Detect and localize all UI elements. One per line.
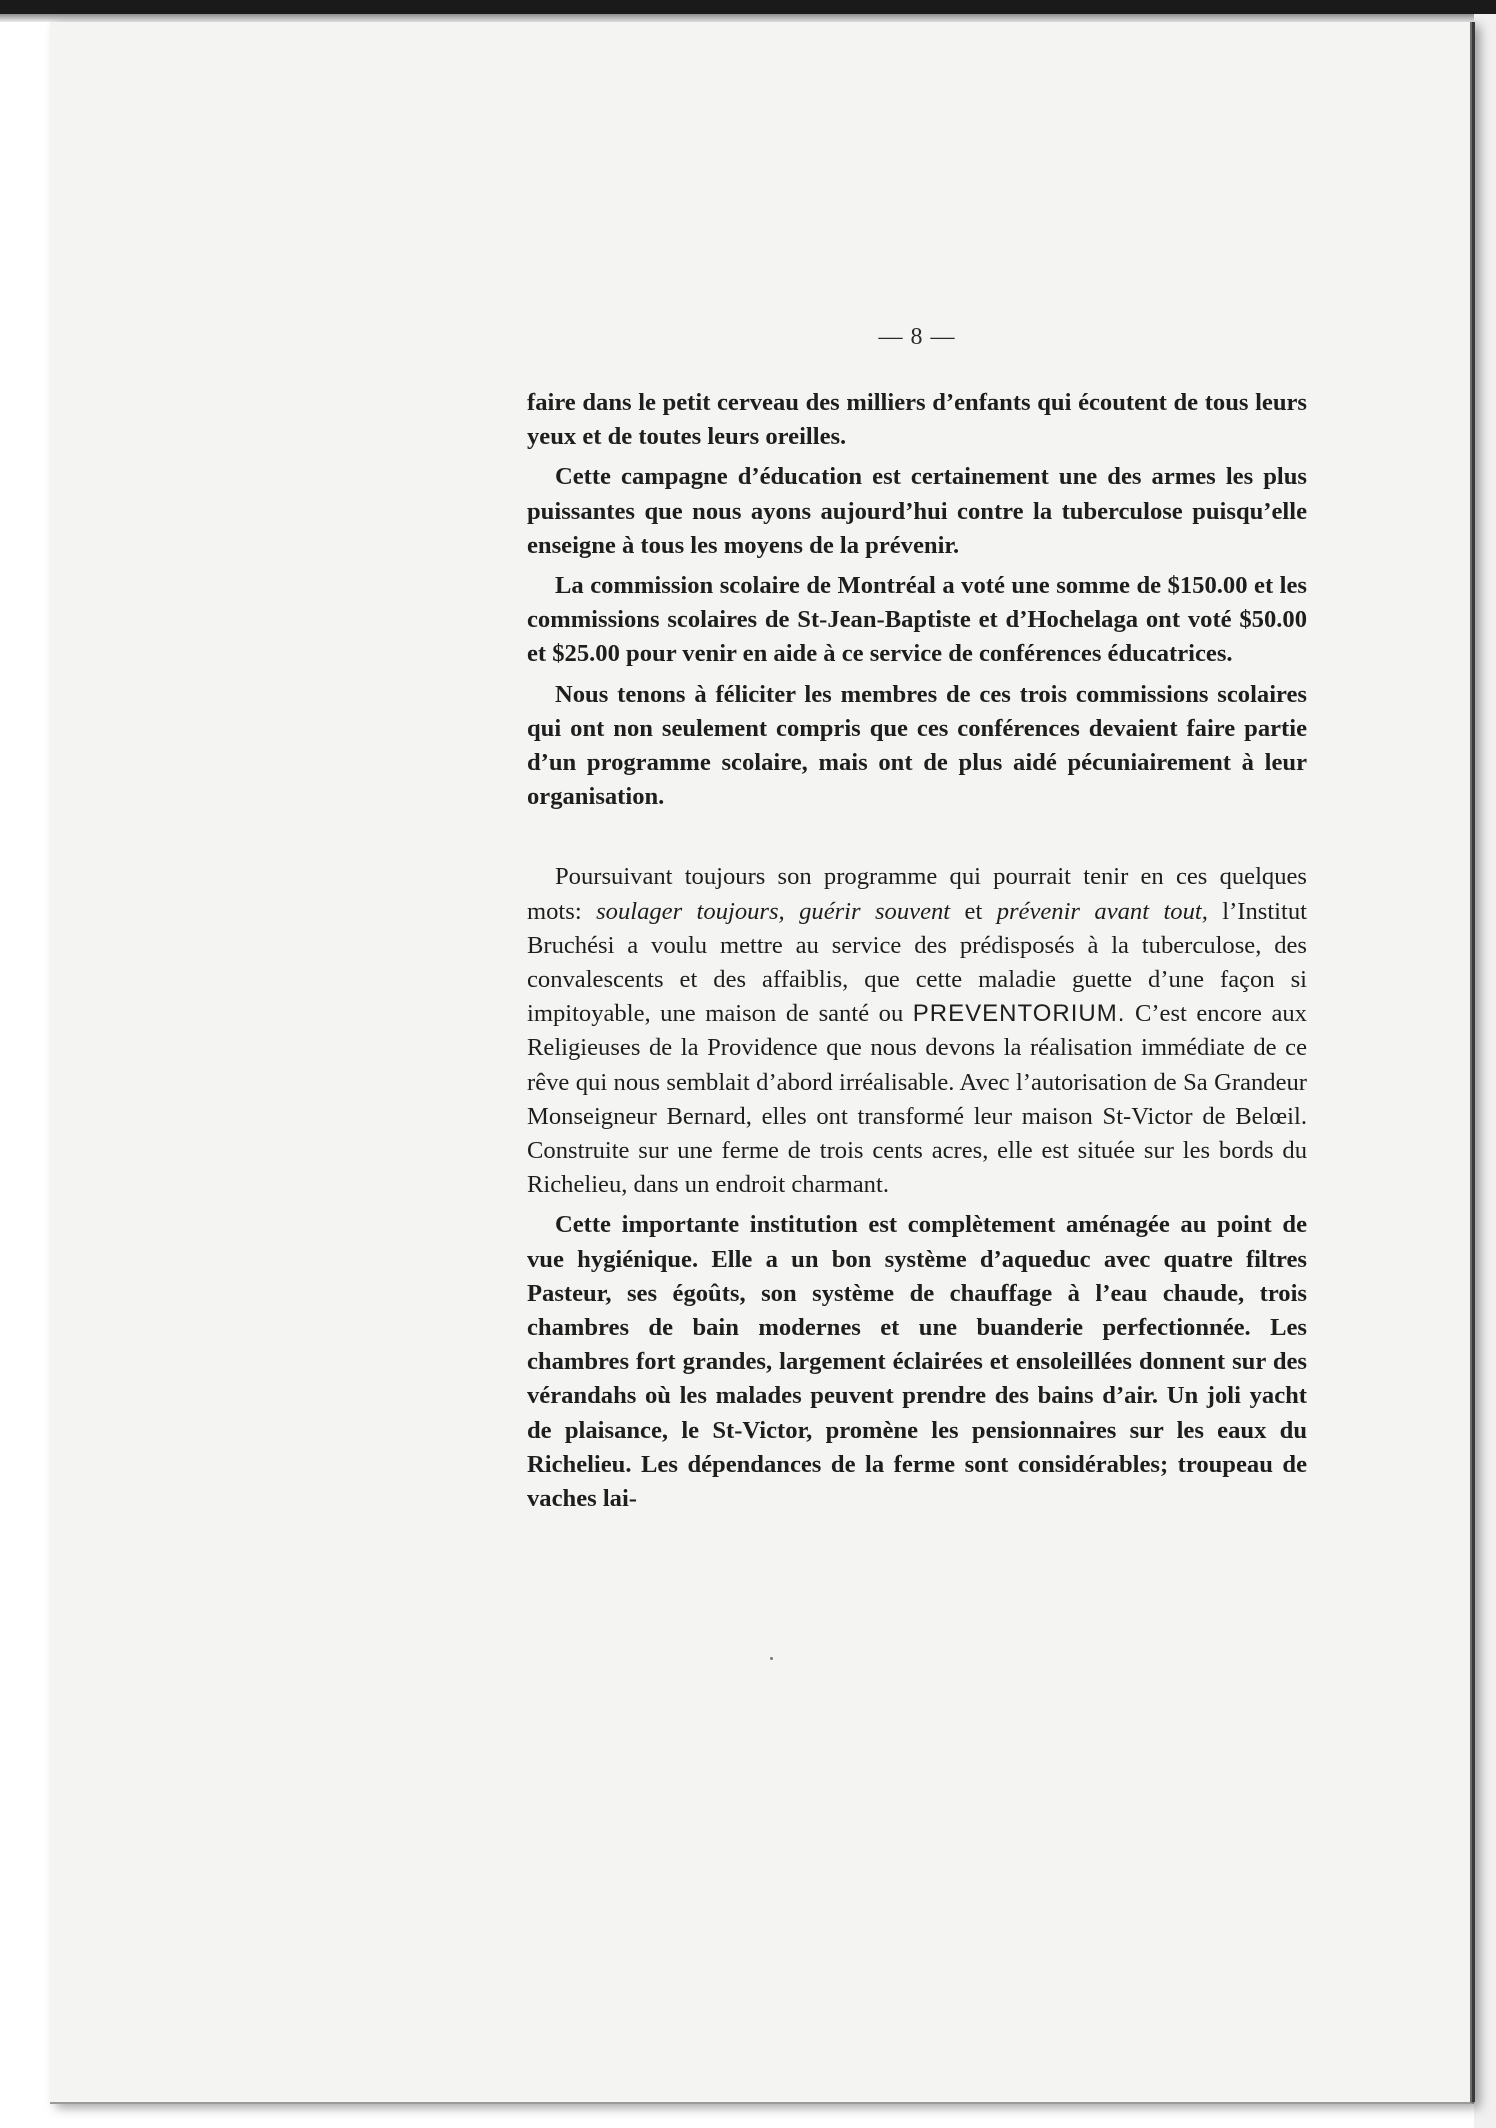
page-right-edge bbox=[1472, 22, 1475, 2102]
body-text bbox=[527, 386, 1307, 1522]
scan-right-margin bbox=[1474, 14, 1496, 2128]
page-number: — 8 — bbox=[878, 324, 956, 350]
paragraph-4: Nous tenons à féliciter les membres de ces trois commissions scolaires qui ont non seulement compris que ces conférences devaient faire partie d’un programme scolaire, mais ont de plus aidé pécuniairement à leur organisation. bbox=[527, 680, 1307, 811]
scan-top-edge bbox=[0, 0, 1496, 14]
paragraph-5-preventorium: PREVENTORIUM. bbox=[912, 1000, 1126, 1028]
scan-top-shadow bbox=[0, 14, 1496, 22]
paragraph-5-part-d: C’est encore aux Religieuses de la Providence que nous devons la réalisation immédiate de ce rêve qui nous semblait d’abord irréalisable. Avec l’autorisation de Sa Grandeur Monseigneur Bernard, elles ont transformé leur maison St-Victor de Belœil. Construite sur une ferme de trois cents acres, elle est située sur les bords du Richelieu, dans un endroit charmant. bbox=[527, 1000, 1307, 1199]
paragraph-5-part-a: Poursuivant toujours son programme qui pourrait tenir en ces quelques mots: bbox=[527, 863, 1307, 925]
paragraph-1: faire dans le petit cerveau des milliers d’enfants qui écoutent de tous leurs yeux et de toutes leurs oreilles. bbox=[527, 389, 1307, 451]
paragraph-5 bbox=[527, 860, 1307, 1202]
paragraph-5-emphasis-1: soulager toujours, guérir souvent bbox=[596, 897, 951, 925]
paragraph-6: Cette importante institution est complètement aménagée au point de vue hygiénique. Elle a un bon système d’aqueduc avec quatre filtres Pasteur, ses égoûts, son système de chauffage à l’eau chaude, trois chambres de bain modernes et une buanderie perfectionnée. Les chambres fort grandes, largement éclairées et ensoleillées donnent sur des vérandahs où les malades peuvent prendre des bains d’air. Un joli yacht de plaisance, le St-Victor, promène les pensionnaires sur les eaux du Richelieu. Les dépendances de la ferme sont considérables; troupeau de vaches lai- bbox=[527, 1211, 1307, 1513]
paragraph-2: Cette campagne d’éducation est certainement une des armes les plus puissantes que nous ayons aujourd’hui contre la tuberculose puisqu’elle enseigne à tous les moyens de la prévenir. bbox=[527, 463, 1307, 559]
paragraph-5-part-c: l’Institut Bruchési a voulu mettre au service des prédisposés à la tuberculose, des convalescents et des affaiblis, que cette maladie guette d’une façon si impitoyable, une maison de santé ou bbox=[527, 897, 1307, 1028]
paragraph-3: La commission scolaire de Montréal a voté une somme de $150.00 et les commissions scolaires de St-Jean-Baptiste et d’Hochelaga ont voté $50.00 et $25.00 pour venir en aide à ce service de conférences éducatrices. bbox=[527, 572, 1307, 668]
scan-speck bbox=[770, 1657, 773, 1660]
paragraph-5-emphasis-2: prévenir avant tout, bbox=[996, 897, 1208, 925]
paragraph-5-part-b: et bbox=[964, 897, 983, 925]
